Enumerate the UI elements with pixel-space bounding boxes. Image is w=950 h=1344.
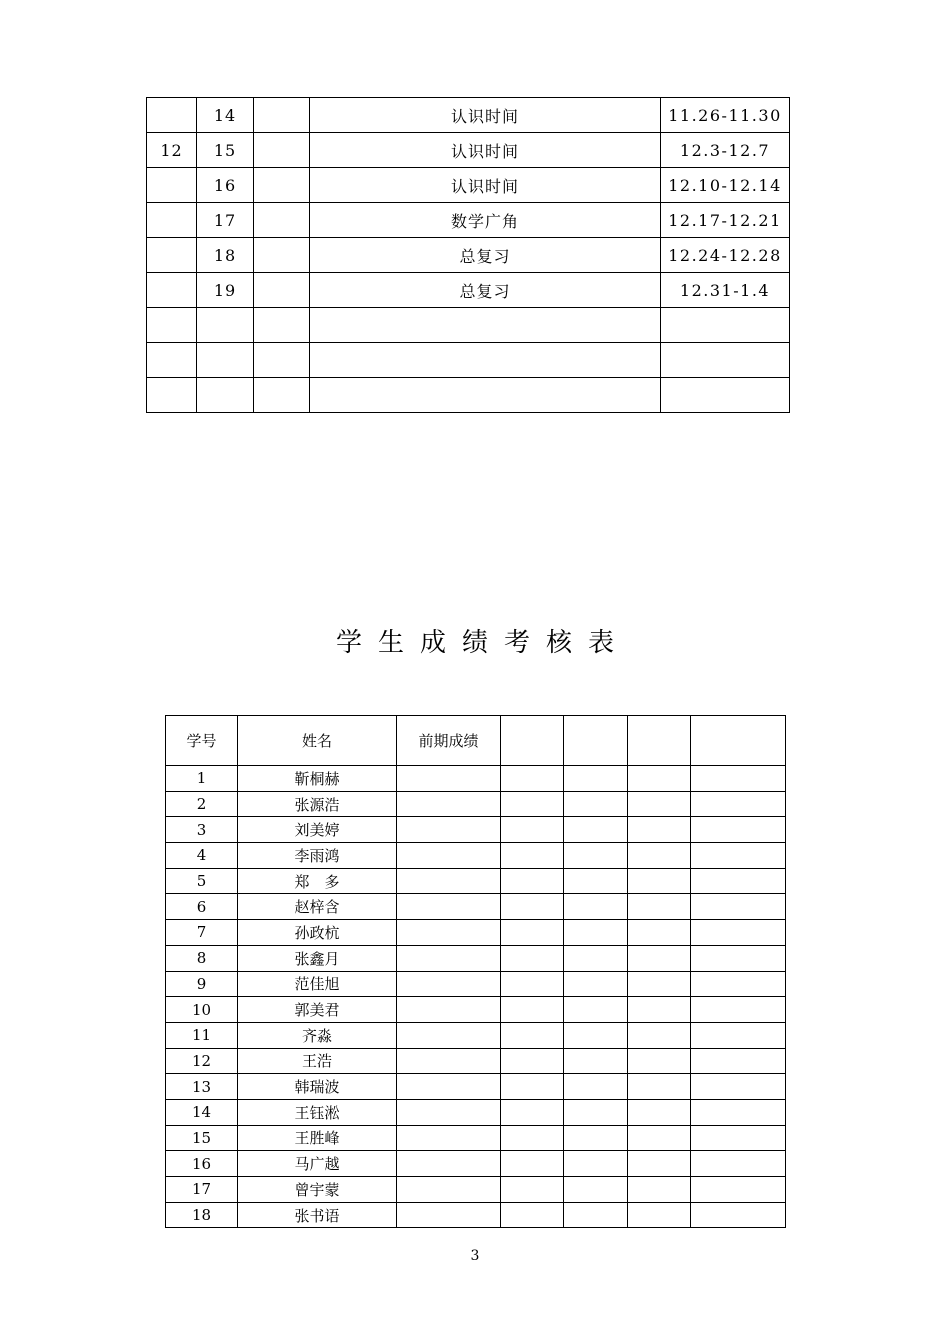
score-cell <box>564 1099 628 1125</box>
student-id-cell: 2 <box>166 791 238 817</box>
score-cell <box>691 1074 786 1100</box>
score-cell <box>564 1177 628 1203</box>
schedule-row <box>147 203 790 238</box>
schedule-row <box>147 343 790 378</box>
content-cell: 认识时间 <box>310 168 661 203</box>
schedule-row <box>147 238 790 273</box>
score-cell <box>397 1202 501 1228</box>
grades-header-row <box>166 716 786 766</box>
score-cell <box>691 997 786 1023</box>
score-cell <box>691 843 786 869</box>
score-cell <box>628 997 691 1023</box>
score-cell <box>501 1151 564 1177</box>
score-cell <box>501 1048 564 1074</box>
student-name-cell: 李雨鸿 <box>238 843 397 869</box>
score-cell <box>501 1177 564 1203</box>
student-row <box>166 1202 786 1228</box>
student-row <box>166 766 786 792</box>
page-number: 3 <box>470 1248 480 1264</box>
score-cell <box>397 1151 501 1177</box>
student-name-cell: 范佳旭 <box>238 971 397 997</box>
score-cell <box>691 945 786 971</box>
score-cell <box>628 920 691 946</box>
student-id-cell: 1 <box>166 766 238 792</box>
student-name-cell: 王胜峰 <box>238 1125 397 1151</box>
week-cell: 18 <box>197 238 254 273</box>
month-cell <box>147 238 197 273</box>
week-cell: 16 <box>197 168 254 203</box>
dates-cell: 11.26-11.30 <box>661 98 790 133</box>
score-cell <box>628 1074 691 1100</box>
dates-cell: 12.17-12.21 <box>661 203 790 238</box>
content-cell: 认识时间 <box>310 133 661 168</box>
month-cell <box>147 273 197 308</box>
score-cell <box>564 1074 628 1100</box>
student-name-cell: 郑 多 <box>238 868 397 894</box>
schedule-table <box>146 97 790 413</box>
score-cell <box>628 843 691 869</box>
content-cell: 总复习 <box>310 273 661 308</box>
student-id-cell: 17 <box>166 1177 238 1203</box>
blank-cell <box>254 133 310 168</box>
score-cell <box>501 868 564 894</box>
score-cell <box>564 1202 628 1228</box>
student-name-cell: 张鑫月 <box>238 945 397 971</box>
schedule-row <box>147 133 790 168</box>
score-cell <box>628 945 691 971</box>
score-cell <box>397 843 501 869</box>
student-name-cell: 韩瑞波 <box>238 1074 397 1100</box>
grades-header-cell: 姓名 <box>238 716 397 766</box>
week-cell <box>197 378 254 413</box>
score-cell <box>501 1022 564 1048</box>
score-cell <box>691 894 786 920</box>
score-cell <box>628 894 691 920</box>
student-id-cell: 4 <box>166 843 238 869</box>
student-id-cell: 12 <box>166 1048 238 1074</box>
week-cell <box>197 308 254 343</box>
grades-header-cell <box>628 716 691 766</box>
student-name-cell: 刘美婷 <box>238 817 397 843</box>
grades-header-cell <box>501 716 564 766</box>
score-cell <box>691 791 786 817</box>
score-cell <box>397 1177 501 1203</box>
score-cell <box>691 1125 786 1151</box>
blank-cell <box>254 238 310 273</box>
score-cell <box>691 1151 786 1177</box>
content-cell <box>310 378 661 413</box>
score-cell <box>628 817 691 843</box>
score-cell <box>397 1099 501 1125</box>
score-cell <box>628 766 691 792</box>
student-name-cell: 靳桐赫 <box>238 766 397 792</box>
blank-cell <box>254 343 310 378</box>
student-name-cell: 张书语 <box>238 1202 397 1228</box>
grades-table <box>165 715 786 1228</box>
score-cell <box>397 1125 501 1151</box>
content-cell: 总复习 <box>310 238 661 273</box>
student-row <box>166 1151 786 1177</box>
score-cell <box>564 997 628 1023</box>
student-name-cell: 张源浩 <box>238 791 397 817</box>
student-name-cell: 王浩 <box>238 1048 397 1074</box>
score-cell <box>564 817 628 843</box>
score-cell <box>691 971 786 997</box>
score-cell <box>501 997 564 1023</box>
dates-cell <box>661 308 790 343</box>
student-id-cell: 14 <box>166 1099 238 1125</box>
score-cell <box>501 1202 564 1228</box>
blank-cell <box>254 273 310 308</box>
score-cell <box>564 1125 628 1151</box>
score-cell <box>691 920 786 946</box>
week-cell: 19 <box>197 273 254 308</box>
student-name-cell: 孙政杭 <box>238 920 397 946</box>
score-cell <box>397 945 501 971</box>
content-cell: 认识时间 <box>310 98 661 133</box>
blank-cell <box>254 378 310 413</box>
score-cell <box>501 817 564 843</box>
grades-header-cell: 学号 <box>166 716 238 766</box>
score-cell <box>691 868 786 894</box>
content-cell <box>310 343 661 378</box>
score-cell <box>691 1048 786 1074</box>
student-id-cell: 3 <box>166 817 238 843</box>
score-cell <box>691 1099 786 1125</box>
score-cell <box>564 920 628 946</box>
score-cell <box>501 791 564 817</box>
month-cell <box>147 343 197 378</box>
student-id-cell: 8 <box>166 945 238 971</box>
dates-cell: 12.3-12.7 <box>661 133 790 168</box>
student-id-cell: 10 <box>166 997 238 1023</box>
score-cell <box>501 945 564 971</box>
score-cell <box>564 1022 628 1048</box>
score-cell <box>628 1125 691 1151</box>
schedule-row <box>147 308 790 343</box>
content-cell <box>310 308 661 343</box>
score-cell <box>628 1022 691 1048</box>
score-cell <box>691 766 786 792</box>
blank-cell <box>254 308 310 343</box>
student-row <box>166 791 786 817</box>
student-id-cell: 6 <box>166 894 238 920</box>
score-cell <box>564 971 628 997</box>
score-cell <box>397 894 501 920</box>
score-cell <box>501 1125 564 1151</box>
student-row <box>166 868 786 894</box>
score-cell <box>397 766 501 792</box>
score-cell <box>564 791 628 817</box>
student-name-cell: 马广越 <box>238 1151 397 1177</box>
score-cell <box>501 971 564 997</box>
student-row <box>166 1177 786 1203</box>
score-cell <box>397 1048 501 1074</box>
schedule-row <box>147 98 790 133</box>
student-id-cell: 16 <box>166 1151 238 1177</box>
student-row <box>166 1048 786 1074</box>
student-row <box>166 997 786 1023</box>
score-cell <box>397 791 501 817</box>
schedule-row <box>147 168 790 203</box>
score-cell <box>501 1074 564 1100</box>
schedule-row <box>147 273 790 308</box>
student-row <box>166 1125 786 1151</box>
dates-cell: 12.10-12.14 <box>661 168 790 203</box>
score-cell <box>397 1022 501 1048</box>
month-cell <box>147 378 197 413</box>
week-cell: 15 <box>197 133 254 168</box>
student-name-cell: 郭美君 <box>238 997 397 1023</box>
student-id-cell: 7 <box>166 920 238 946</box>
score-cell <box>691 1022 786 1048</box>
student-row <box>166 920 786 946</box>
student-id-cell: 13 <box>166 1074 238 1100</box>
month-cell <box>147 168 197 203</box>
student-row <box>166 971 786 997</box>
score-cell <box>691 1177 786 1203</box>
month-cell <box>147 203 197 238</box>
blank-cell <box>254 168 310 203</box>
score-cell <box>564 945 628 971</box>
score-cell <box>628 971 691 997</box>
grades-header-cell <box>564 716 628 766</box>
score-cell <box>397 868 501 894</box>
student-row <box>166 1099 786 1125</box>
student-id-cell: 11 <box>166 1022 238 1048</box>
student-name-cell: 齐淼 <box>238 1022 397 1048</box>
student-row <box>166 894 786 920</box>
score-cell <box>628 868 691 894</box>
score-cell <box>501 1099 564 1125</box>
month-cell <box>147 98 197 133</box>
score-cell <box>564 843 628 869</box>
score-cell <box>628 1202 691 1228</box>
score-cell <box>628 1099 691 1125</box>
score-cell <box>397 817 501 843</box>
score-cell <box>564 868 628 894</box>
grades-header-cell: 前期成绩 <box>397 716 501 766</box>
schedule-row <box>147 378 790 413</box>
score-cell <box>628 1048 691 1074</box>
dates-cell: 12.31-1.4 <box>661 273 790 308</box>
score-cell <box>501 894 564 920</box>
score-cell <box>397 920 501 946</box>
score-cell <box>691 1202 786 1228</box>
student-name-cell: 曾宇蒙 <box>238 1177 397 1203</box>
student-id-cell: 18 <box>166 1202 238 1228</box>
score-cell <box>628 791 691 817</box>
content-cell: 数学广角 <box>310 203 661 238</box>
week-cell <box>197 343 254 378</box>
student-row <box>166 1022 786 1048</box>
dates-cell <box>661 378 790 413</box>
student-row <box>166 1074 786 1100</box>
student-row <box>166 945 786 971</box>
grades-header-cell <box>691 716 786 766</box>
student-id-cell: 9 <box>166 971 238 997</box>
student-name-cell: 王钰淞 <box>238 1099 397 1125</box>
blank-cell <box>254 98 310 133</box>
score-cell <box>564 1048 628 1074</box>
score-cell <box>628 1177 691 1203</box>
score-cell <box>501 766 564 792</box>
student-row <box>166 817 786 843</box>
score-cell <box>501 920 564 946</box>
score-cell <box>628 1151 691 1177</box>
grades-title: 学生成绩考核表 <box>335 628 630 658</box>
score-cell <box>564 1151 628 1177</box>
score-cell <box>397 1074 501 1100</box>
score-cell <box>564 766 628 792</box>
month-cell <box>147 308 197 343</box>
student-id-cell: 5 <box>166 868 238 894</box>
score-cell <box>397 997 501 1023</box>
score-cell <box>564 894 628 920</box>
week-cell: 14 <box>197 98 254 133</box>
score-cell <box>397 971 501 997</box>
score-cell <box>501 843 564 869</box>
blank-cell <box>254 203 310 238</box>
dates-cell <box>661 343 790 378</box>
student-id-cell: 15 <box>166 1125 238 1151</box>
week-cell: 17 <box>197 203 254 238</box>
student-row <box>166 843 786 869</box>
dates-cell: 12.24-12.28 <box>661 238 790 273</box>
student-name-cell: 赵梓含 <box>238 894 397 920</box>
month-cell: 12 <box>147 133 197 168</box>
score-cell <box>691 817 786 843</box>
